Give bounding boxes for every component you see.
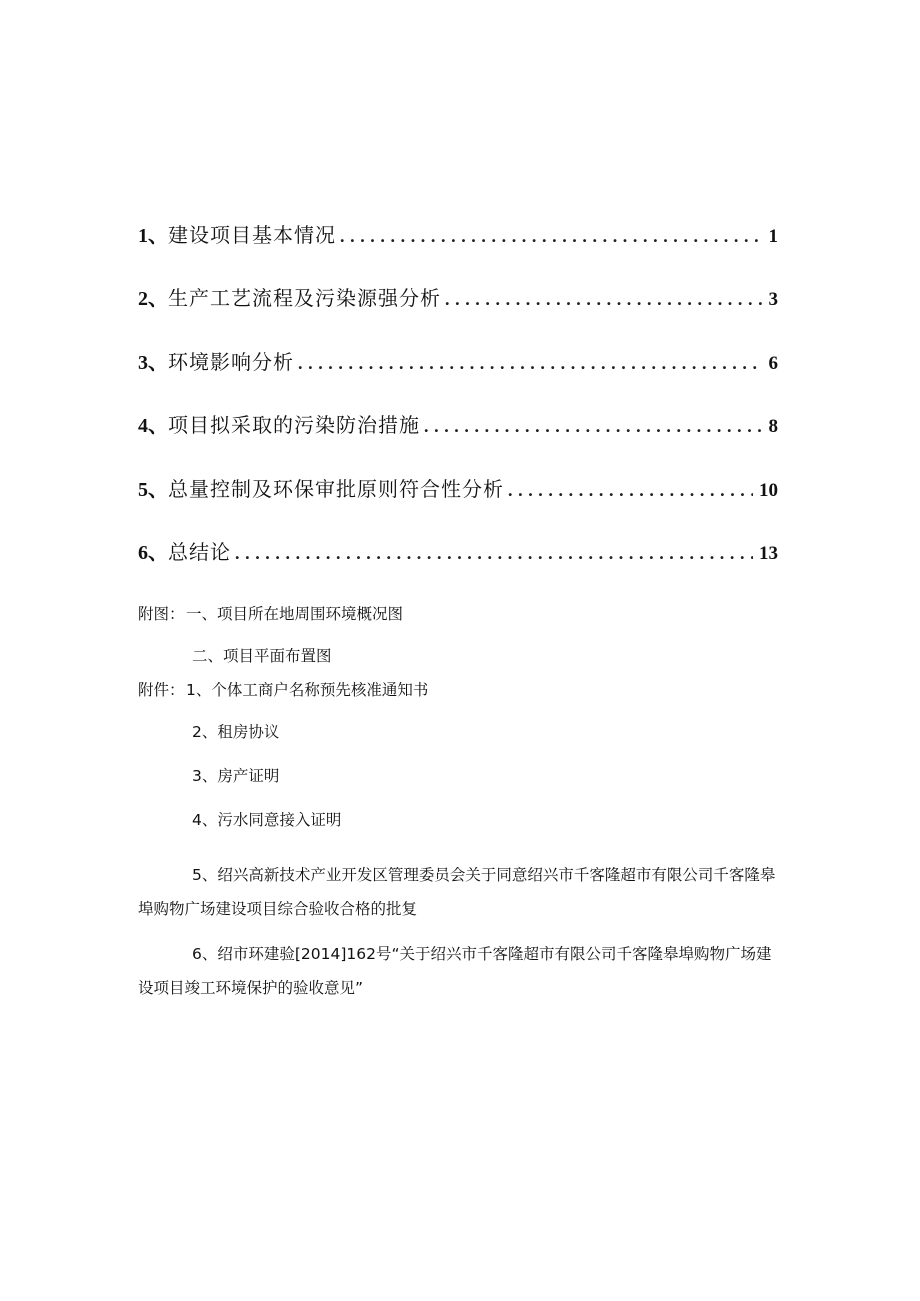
toc-entry-6[interactable]: [138, 538, 778, 568]
attachment-item-6: 6、绍市环建验[2014]162号“关于绍兴市千客隆超市有限公司千客隆皋埠购物广场建设项目竣工环境保护的验收意见”: [138, 945, 772, 997]
attachments-label: 附件：: [138, 681, 185, 699]
toc-entry-number: 1、: [138, 225, 168, 247]
toc-entry-5[interactable]: [138, 475, 778, 505]
toc-entry-title: 建设项目基本情况: [168, 223, 336, 247]
toc-entry-number: 3、: [138, 352, 168, 374]
toc-leader-dots: [508, 476, 753, 504]
toc-entry-page: 6: [768, 353, 778, 374]
toc-entry-title: 环境影响分析: [168, 350, 294, 374]
toc-leader-dots: [424, 412, 763, 440]
attachment-item-2: 2、租房协议: [192, 723, 280, 741]
toc-leader-dots: [235, 539, 753, 567]
toc-entry-page: 10: [759, 480, 778, 501]
figures-label: 附图：: [138, 605, 185, 623]
toc-entry-number: 2、: [138, 288, 168, 310]
toc-entry-title: 生产工艺流程及污染源强分析: [168, 286, 441, 310]
toc-entry-number: 4、: [138, 415, 168, 437]
toc-entry-page: 13: [759, 543, 778, 564]
toc-entry-page: 1: [768, 226, 778, 247]
toc-entry-page: 3: [768, 289, 778, 310]
figure-item-1: 一、项目所在地周围环境概况图: [186, 605, 404, 623]
toc-entry-page: 8: [768, 416, 778, 437]
attachment-item-1: 1、个体工商户名称预先核准通知书: [186, 681, 429, 699]
toc-entry-number: 5、: [138, 479, 168, 501]
toc-entry-title: 项目拟采取的污染防治措施: [168, 413, 420, 437]
attachment-item-4: 4、污水同意接入证明: [192, 811, 342, 829]
toc-leader-dots: [445, 285, 763, 313]
toc-entry-4[interactable]: [138, 411, 778, 441]
toc-entry-title: 总量控制及环保审批原则符合性分析: [168, 477, 504, 501]
toc-leader-dots: [298, 349, 763, 377]
toc-entry-3[interactable]: [138, 348, 778, 378]
toc-entry-1[interactable]: [138, 221, 778, 251]
attachment-item-3: 3、房产证明: [192, 767, 280, 785]
attachment-item-5: 5、绍兴高新技术产业开发区管理委员会关于同意绍兴市千客隆超市有限公司千客隆皋埠购物广场建设项目综合验收合格的批复: [138, 866, 776, 918]
toc-entry-2[interactable]: [138, 284, 778, 314]
toc-entry-number: 6、: [138, 542, 168, 564]
figure-item-2: 二、项目平面布置图: [192, 647, 332, 665]
toc-entry-title: 总结论: [168, 540, 231, 564]
toc-leader-dots: [340, 222, 763, 250]
